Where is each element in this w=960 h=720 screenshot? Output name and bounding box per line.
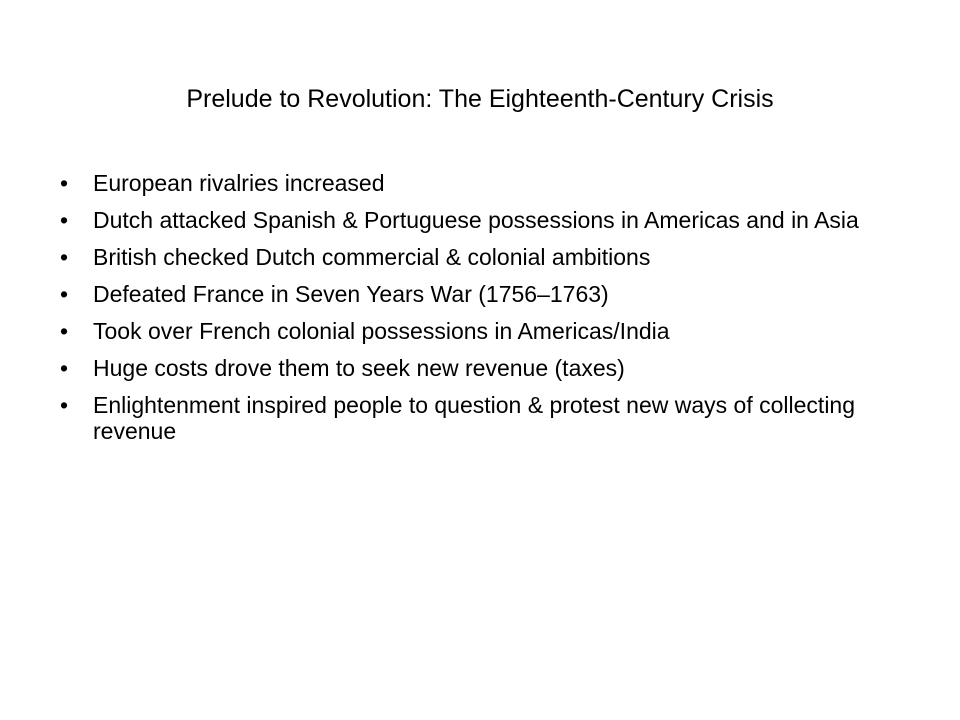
bullet-item bbox=[58, 281, 908, 307]
bullet-text: Enlightenment inspired people to question & protest new ways of collecting revenue bbox=[93, 392, 856, 444]
bullet-dot-icon: • bbox=[60, 281, 69, 307]
bullet-item bbox=[58, 318, 908, 344]
bullet-dot-icon: • bbox=[60, 392, 69, 418]
bullet-dot-icon: • bbox=[60, 318, 69, 344]
bullet-dot-icon: • bbox=[60, 207, 69, 233]
bullet-list bbox=[58, 170, 908, 455]
bullet-item bbox=[58, 355, 908, 381]
bullet-text: Huge costs drove them to seek new revenue (taxes) bbox=[93, 355, 625, 381]
bullet-item bbox=[58, 392, 908, 444]
bullet-dot-icon: • bbox=[60, 244, 69, 270]
bullet-item bbox=[58, 244, 908, 270]
bullet-text: Took over French colonial possessions in Americas/India bbox=[93, 318, 670, 344]
slide-title: Prelude to Revolution: The Eighteenth-Century Crisis bbox=[186, 85, 774, 113]
bullet-text: British checked Dutch commercial & colonial ambitions bbox=[93, 244, 651, 270]
bullet-item bbox=[58, 207, 908, 233]
bullet-dot-icon: • bbox=[60, 355, 69, 381]
bullet-text: Dutch attacked Spanish & Portuguese possessions in Americas and in Asia bbox=[93, 207, 859, 233]
bullet-dot-icon: • bbox=[60, 170, 69, 196]
bullet-text: Defeated France in Seven Years War (1756–1763) bbox=[93, 281, 609, 307]
bullet-text: European rivalries increased bbox=[93, 170, 385, 196]
bullet-item bbox=[58, 170, 908, 196]
